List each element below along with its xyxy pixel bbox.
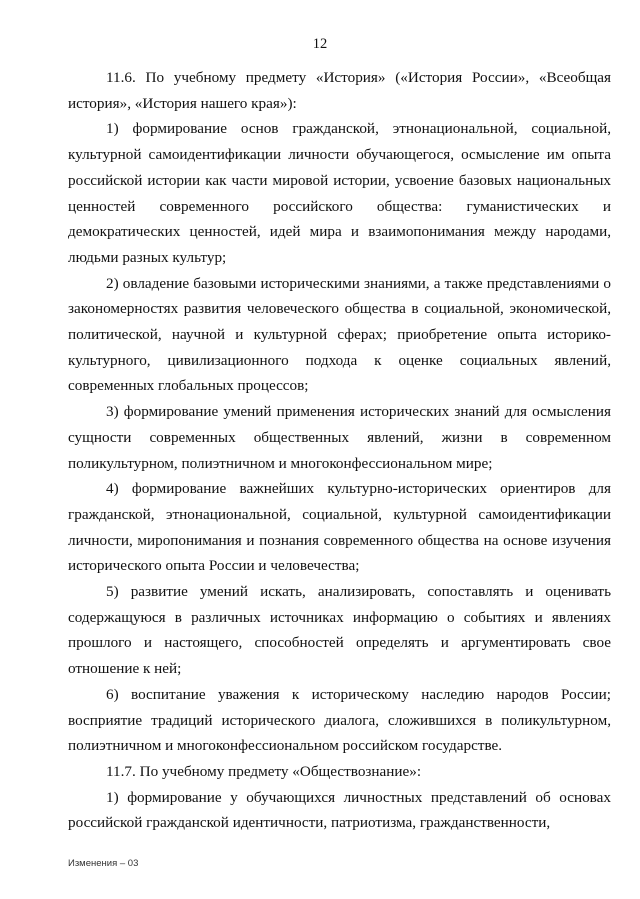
list-item-history-3: 3) формирование умений применения исторических знаний для осмысления сущности современных общественных явлений, жизни в современном поликультурном, полиэтничном и многоконфессиональном мире; <box>68 403 611 472</box>
list-item-history-5: 5) развитие умений искать, анализировать, сопоставлять и оценивать содержащуюся в различных источниках информацию о событиях и явлениях прошлого и настоящего, способностей определять и аргументировать свое отношение к ней; <box>68 583 611 678</box>
list-item-history-6: 6) воспитание уважения к историческому наследию народов России; восприятие традиций исторического диалога, сложившихся в поликультурном, полиэтничном и многоконфессиональном российском государстве. <box>68 685 611 755</box>
list-item-history-4: 4) формирование важнейших культурно-исторических ориентиров для гражданской, этнонациональной, социальной, культурной самоидентификации личности, миропонимания и познания современного общества на основе изучения исторического опыта России и человечества; <box>68 480 611 575</box>
page-number: 12 <box>312 36 328 52</box>
section-heading-social-studies: 11.7. По учебному предмету «Обществознание»: <box>106 762 422 780</box>
list-item-social-studies-1: 1) формирование у обучающихся личностных представлений об основах российской гражданской идентичности, патриотизма, гражданственности, <box>68 788 611 832</box>
list-item-history-2: 2) овладение базовыми историческими знаниями, а также представлениями о закономерностях развития человеческого общества в социальной, экономической, политической, научной и культурной сферах; приобретение опыта историко-культурного, цивилизационного подхода к оценке социальных явлений, современных глобальных процессов; <box>68 274 611 395</box>
list-item-history-1: 1) формирование основ гражданской, этнонациональной, социальной, культурной самоидентификации личности обучающегося, осмысление им опыта российской истории как части мировой истории, усвоение базовых национальных ценностей современного российского общества: гуманистических и демократических ценностей, идей мира и взаимопонимания между народами, людьми разных культур; <box>68 120 611 266</box>
section-heading-history: 11.6. По учебному предмету «История» («История России», «Всеобщая история», «История нашего края»): <box>68 69 611 112</box>
document-body <box>68 65 611 836</box>
footer-revision-note: Изменения – 03 <box>68 858 139 869</box>
